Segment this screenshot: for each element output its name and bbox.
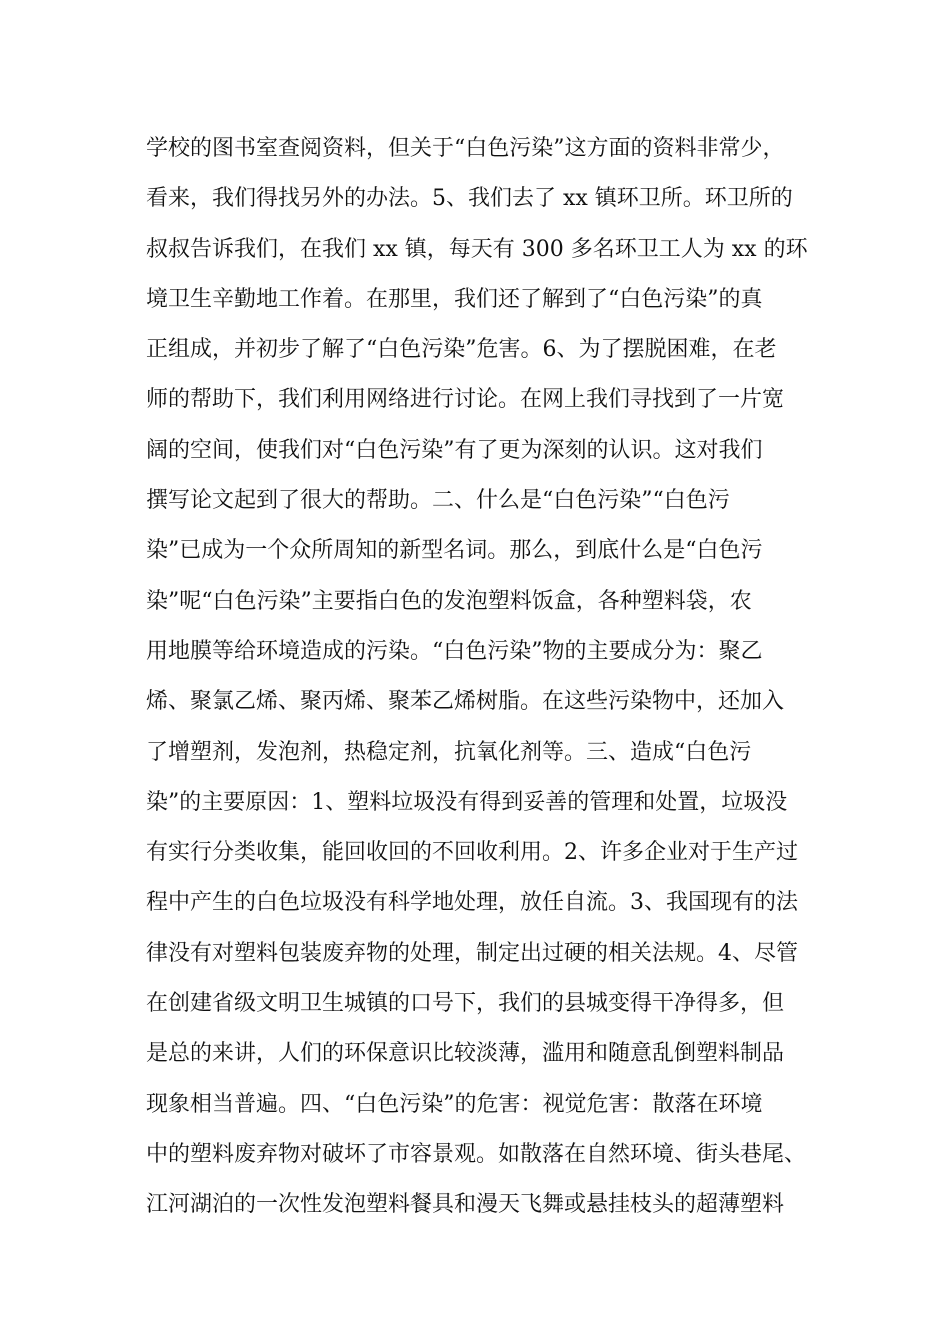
text-line: 中的塑料废弃物对破坏了市容景观。如散落在自然环境、街头巷尾、 [146, 1141, 807, 1167]
text-line: 师的帮助下，我们利用网络进行讨论。在网上我们寻找到了一片宽 [146, 387, 785, 413]
text-line: 境卫生辛勤地工作着。在那里，我们还了解到了“白色污染”的真 [146, 286, 763, 312]
text-line: 叔叔告诉我们，在我们 xx 镇，每天有 300 多名环卫工人为 xx 的环 [146, 236, 808, 262]
text-line: 撰写论文起到了很大的帮助。二、什么是“白色污染”“白色污 [146, 488, 730, 514]
text-line: 了增塑剂，发泡剂，热稳定剂，抗氧化剂等。三、造成“白色污 [146, 739, 752, 765]
text-line: 有实行分类收集，能回收回的不回收利用。2、许多企业对于生产过 [146, 840, 798, 866]
text-line: 在创建省级文明卫生城镇的口号下，我们的县城变得干净得多，但 [146, 991, 785, 1017]
text-line: 是总的来讲，人们的环保意识比较淡薄，滥用和随意乱倒塑料制品 [146, 1041, 785, 1067]
text-line: 染”的主要原因：1、塑料垃圾没有得到妥善的管理和处置，垃圾没 [146, 789, 788, 815]
text-line: 正组成，并初步了解了“白色污染”危害。6、为了摆脱困难，在老 [146, 337, 777, 363]
text-line: 律没有对塑料包装废弃物的处理，制定出过硬的相关法规。4、尽管 [146, 940, 798, 966]
text-line: 染”已成为一个众所周知的新型名词。那么，到底什么是“白色污 [146, 538, 763, 564]
body-text [146, 124, 826, 1231]
text-line: 学校的图书室查阅资料，但关于“白色污染”这方面的资料非常少， [146, 136, 785, 161]
text-line: 江河湖泊的一次性发泡塑料餐具和漫天飞舞或悬挂枝头的超薄塑料 [146, 1192, 785, 1218]
text-line: 染”呢“白色污染”主要指白色的发泡塑料饭盒，各种塑料袋，农 [146, 588, 752, 614]
text-line: 程中产生的白色垃圾没有科学地处理，放任自流。3、我国现有的法 [146, 890, 798, 916]
text-line: 烯、聚氯乙烯、聚丙烯、聚苯乙烯树脂。在这些污染物中，还加入 [146, 689, 785, 715]
text-line: 阔的空间，使我们对“白色污染”有了更为深刻的认识。这对我们 [146, 437, 763, 463]
text-line: 看来，我们得找另外的办法。5、我们去了 xx 镇环卫所。环卫所的 [146, 186, 793, 212]
text-line: 现象相当普遍。四、“白色污染”的危害：视觉危害：散落在环境 [146, 1091, 763, 1117]
text-line: 用地膜等给环境造成的污染。“白色污染”物的主要成分为：聚乙 [146, 638, 763, 664]
